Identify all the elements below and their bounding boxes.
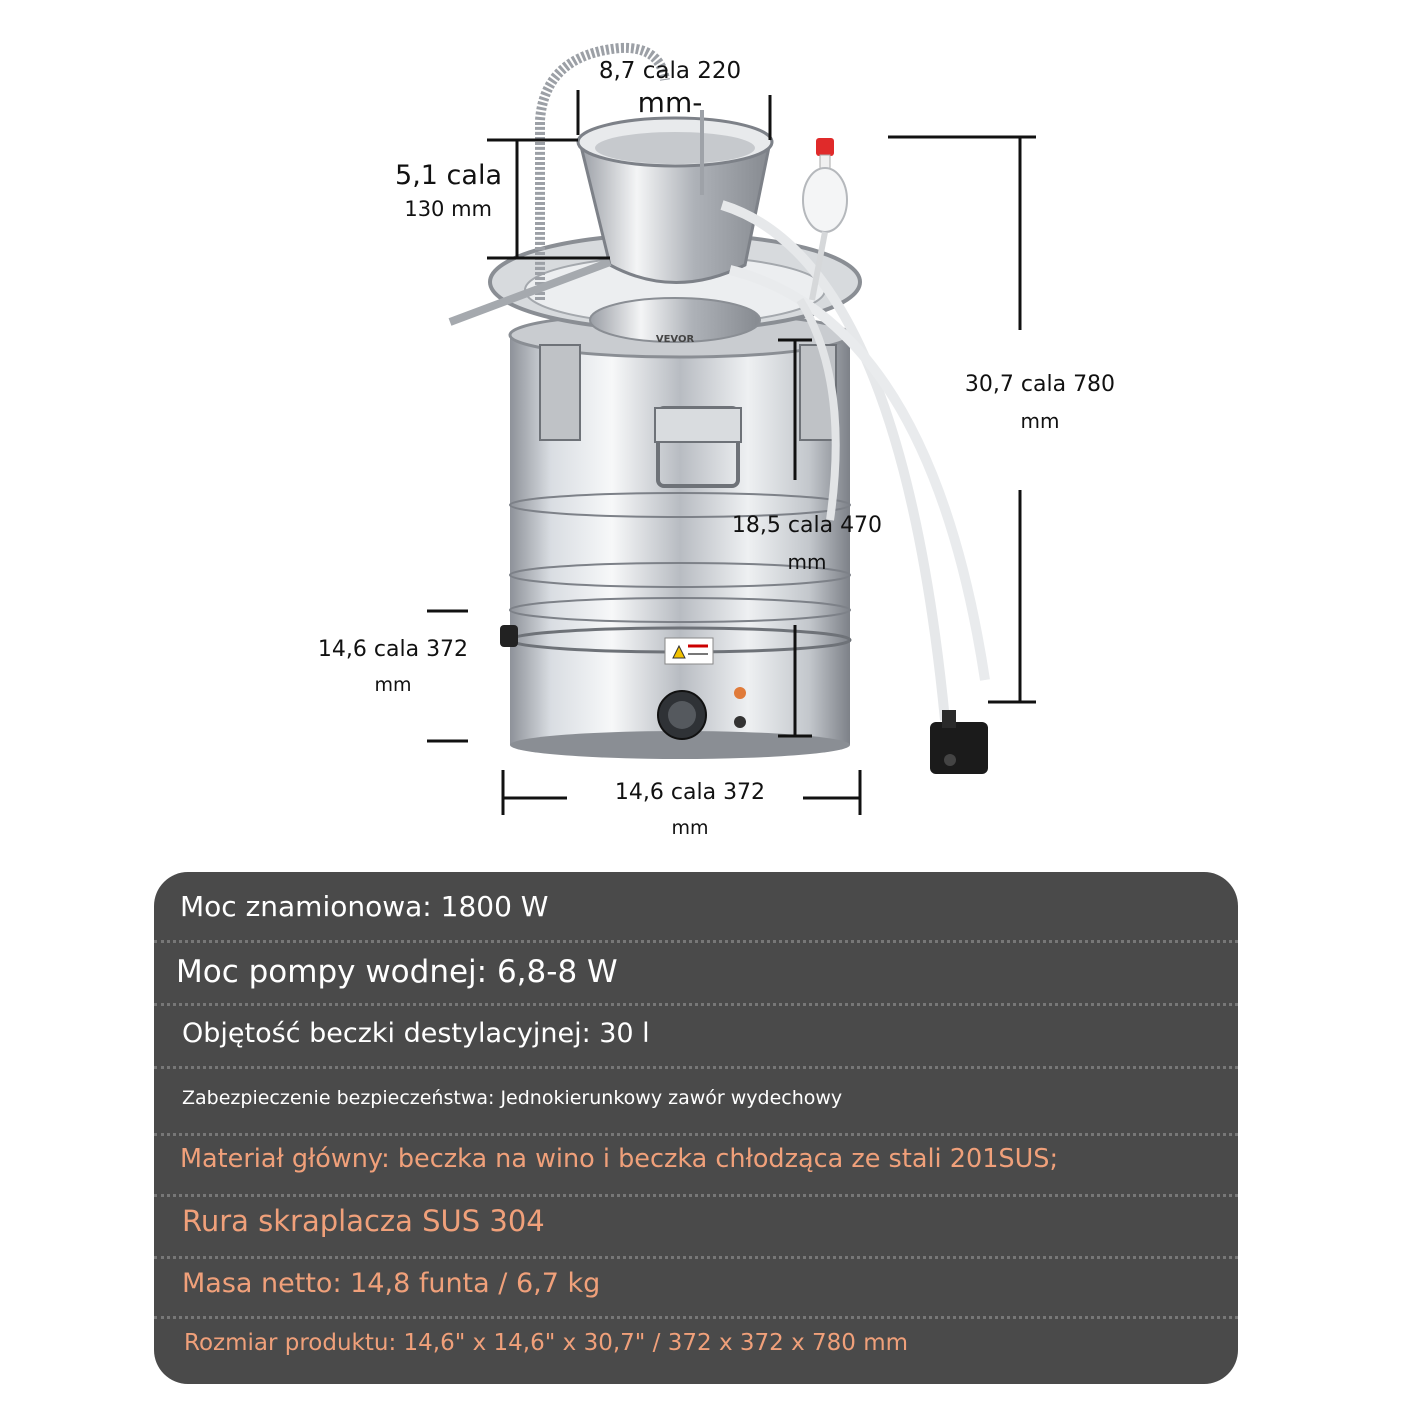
water-pump [930, 710, 988, 774]
dim-base-depth [308, 637, 478, 696]
dim-cooler-height [378, 160, 502, 221]
dim-base-width-line2: mm [671, 817, 709, 839]
dim-total-height [955, 372, 1125, 433]
dim-top-width [590, 58, 750, 119]
dim-barrel-height-line2: mm [787, 550, 827, 574]
spec-product-size-text: Rozmiar produktu: 14,6" x 14,6" x 30,7" / 372 x 372 x 780 mm [184, 1330, 909, 1356]
dim-base-width [605, 780, 775, 839]
spec-barrel-volume-text: Objętość beczki destylacyjnej: 30 l [182, 1018, 650, 1049]
dim-total-height-line2: mm [1020, 409, 1060, 433]
spec-material-text: Materiał główny: beczka na wino i beczka chłodząca ze stali 201SUS; [180, 1144, 1059, 1174]
dim-barrel-height [722, 513, 892, 574]
dim-cooler-height-line1: 5,1 cala [395, 160, 502, 191]
brand-logo: VEVOR [655, 334, 695, 345]
specs-panel [154, 872, 1238, 1384]
spec-safety-text: Zabezpieczenie bezpieczeństwa: Jednokierunkowy zawór wydechowy [182, 1087, 843, 1109]
dim-barrel-height-line1: 18,5 cala 470 [731, 513, 883, 538]
dim-total-height-line1: 30,7 cala 780 [964, 372, 1116, 397]
spec-pump-power-text: Moc pompy wodnej: 6,8-8 W [176, 954, 618, 990]
spec-rated-power-text: Moc znamionowa: 1800 W [180, 890, 549, 923]
dim-top-width-line2: mm- [637, 86, 703, 119]
dim-base-depth-line1: 14,6 cala 372 [317, 637, 469, 662]
dim-base-width-line1: 14,6 cala 372 [614, 780, 766, 805]
dim-base-depth-line2: mm [374, 674, 412, 696]
dim-cooler-height-line2: 130 mm [404, 197, 492, 221]
spec-condenser-pipe-text: Rura skraplacza SUS 304 [182, 1204, 545, 1238]
spec-net-weight-text: Masa netto: 14,8 funta / 6,7 kg [182, 1268, 601, 1299]
dim-top-width-line1: 8,7 cala 220 [598, 58, 742, 84]
